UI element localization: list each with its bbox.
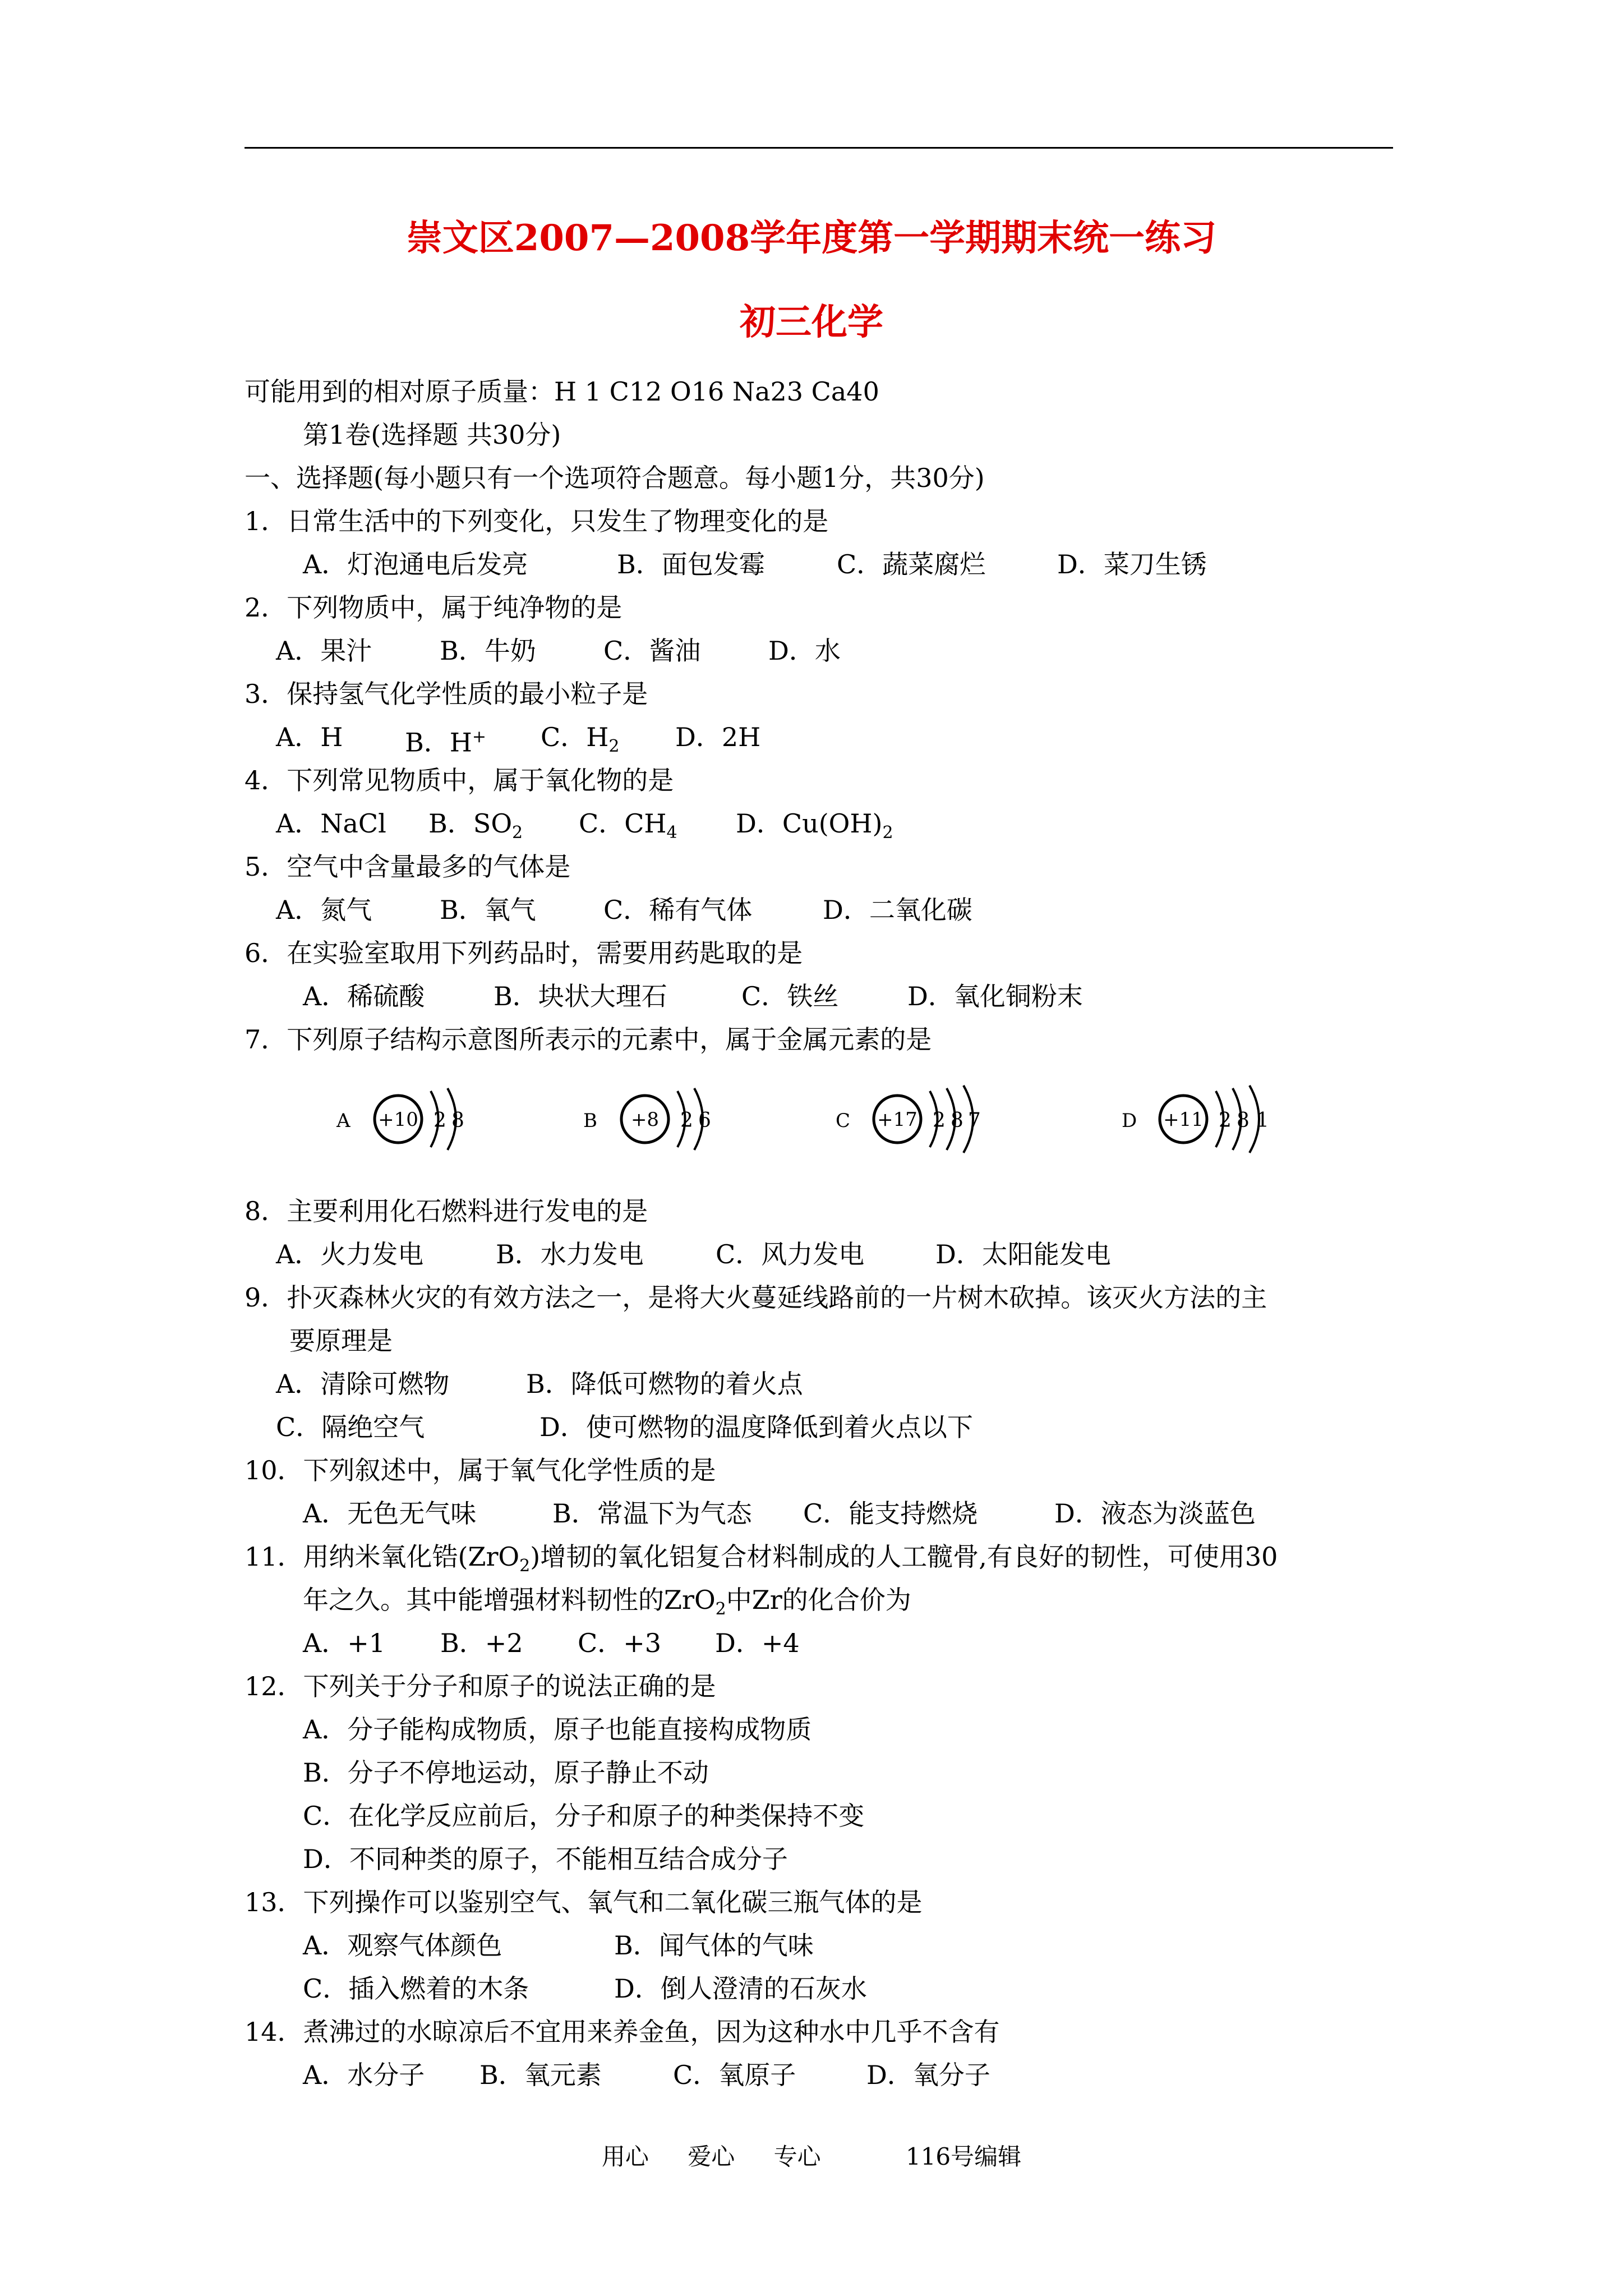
q2-option-b: B．牛奶 bbox=[440, 636, 536, 666]
q11-option-c: C．+3 bbox=[578, 1628, 662, 1658]
question-11-options bbox=[303, 1626, 800, 1660]
volume-label: 第1卷(选择题 共30分) bbox=[303, 420, 561, 450]
q11-option-d: D．+4 bbox=[715, 1628, 800, 1658]
q6-option-b: B．块状大理石 bbox=[494, 981, 667, 1011]
q11-option-a: A．+1 bbox=[303, 1628, 386, 1658]
shell-electron-count: 6 bbox=[698, 1109, 711, 1132]
q13-option-d: D．倒人澄清的石灰水 bbox=[614, 1973, 867, 2004]
question-7-stem: 7．下列原子结构示意图所表示的元素中，属于金属元素的是 bbox=[245, 1024, 932, 1055]
q1-option-b: B．面包发霉 bbox=[617, 549, 765, 579]
q3-option-d: D．2H bbox=[675, 722, 761, 752]
q13-option-a: A．观察气体颜色 bbox=[303, 1930, 502, 1961]
q4-option-c: C．$CH_4$ bbox=[579, 808, 677, 843]
page-title: 崇文区2007—2008学年度第一学期期末统一练习 bbox=[406, 217, 1217, 259]
q4-option-b: B．$SO_2$ bbox=[428, 808, 523, 843]
question-1-options bbox=[303, 547, 1207, 581]
question-4-stem: 4．下列常见物质中，属于氧化物的是 bbox=[245, 765, 674, 795]
q4-option-d: D．$Cu(OH)_2$ bbox=[736, 808, 893, 843]
q9-option-a: A．清除可燃物 bbox=[276, 1369, 450, 1399]
q6-option-d: D．氧化铜粉末 bbox=[907, 981, 1083, 1011]
q10-option-b: B．常温下为气态 bbox=[552, 1498, 752, 1529]
question-8-stem: 8．主要利用化石燃料进行发电的是 bbox=[245, 1196, 648, 1226]
question-5-options bbox=[276, 893, 972, 927]
q12-option-b: B．分子不停地运动，原子静止不动 bbox=[303, 1757, 709, 1788]
page-subtitle: 初三化学 bbox=[740, 301, 883, 343]
q1-option-c: C．蔬菜腐烂 bbox=[837, 549, 986, 579]
nucleus-charge: +17 bbox=[877, 1108, 917, 1131]
question-6-stem: 6．在实验室取用下列药品时，需要用药匙取的是 bbox=[245, 938, 803, 968]
q12-option-d: D．不同种类的原子，不能相互结合成分子 bbox=[303, 1844, 788, 1874]
q5-option-a: A．氮气 bbox=[276, 895, 372, 925]
q9-option-b: B．降低可燃物的着火点 bbox=[526, 1369, 803, 1399]
q3-option-c: C．$H_2$ bbox=[541, 722, 620, 757]
footer-editor: 116号编辑 bbox=[905, 2143, 1022, 2170]
question-11-stem-line-2: 年之久。其中能增强材料韧性的ZrO$_2$中Zr的化合价为 bbox=[303, 1585, 911, 1619]
question-13-options-row-2 bbox=[303, 1972, 867, 2005]
q10-option-c: C．能支持燃烧 bbox=[803, 1498, 978, 1529]
page-footer bbox=[0, 2138, 1623, 2172]
q11-option-b: B．+2 bbox=[440, 1628, 523, 1658]
shell-electron-count: 8 bbox=[1237, 1109, 1249, 1132]
atom-diagram-a bbox=[336, 1088, 464, 1150]
nucleus-charge: +8 bbox=[630, 1108, 660, 1131]
atom-label: A bbox=[336, 1110, 351, 1132]
shell-electron-count: 2 bbox=[680, 1109, 693, 1132]
question-9-options-row-2 bbox=[276, 1410, 973, 1444]
question-12-stem: 12．下列关于分子和原子的说法正确的是 bbox=[245, 1671, 716, 1701]
q13-option-c: C．插入燃着的木条 bbox=[303, 1973, 529, 2004]
shell-electron-count: 2 bbox=[434, 1109, 446, 1132]
atom-diagram-d bbox=[1122, 1085, 1269, 1153]
question-4-options bbox=[276, 807, 893, 843]
question-9-stem-line-2: 要原理是 bbox=[289, 1326, 393, 1356]
question-13-stem: 13．下列操作可以鉴别空气、氧气和二氧化碳三瓶气体的是 bbox=[245, 1887, 923, 1917]
question-14-stem: 14．煮沸过的水晾凉后不宜用来养金鱼，因为这种水中几乎不含有 bbox=[245, 2017, 1000, 2047]
q14-option-d: D．氧分子 bbox=[866, 2060, 990, 2090]
question-13-options-row-1 bbox=[303, 1929, 814, 1962]
footer-text-1: 用心 bbox=[601, 2143, 649, 2170]
shell-electron-count: 2 bbox=[1219, 1109, 1232, 1132]
q4-option-a: A．NaCl bbox=[276, 808, 386, 839]
q14-option-c: C．氧原子 bbox=[673, 2060, 796, 2090]
q9-option-c: C．隔绝空气 bbox=[276, 1412, 425, 1442]
shell-electron-count: 8 bbox=[451, 1109, 464, 1132]
header-rule bbox=[245, 147, 1393, 149]
q9-option-d: D．使可燃物的温度降低到着火点以下 bbox=[540, 1412, 973, 1442]
q2-option-c: C．酱油 bbox=[603, 636, 701, 666]
question-3-options bbox=[276, 720, 761, 758]
q6-option-a: A．稀硫酸 bbox=[303, 981, 425, 1011]
q1-option-a: A．灯泡通电后发亮 bbox=[303, 549, 528, 579]
q1-option-d: D．菜刀生锈 bbox=[1057, 549, 1207, 579]
q8-option-c: C．风力发电 bbox=[716, 1239, 865, 1269]
atom-diagram-b bbox=[583, 1088, 711, 1150]
question-1-stem: 1．日常生活中的下列变化，只发生了物理变化的是 bbox=[245, 506, 829, 536]
q3-option-a: A．H bbox=[276, 722, 343, 752]
question-9-stem-line-1: 9．扑灭森林火灾的有效方法之一，是将大火蔓延线路前的一片树木砍掉。该灭火方法的主 bbox=[245, 1282, 1267, 1313]
question-11-stem-line-1: 11．用纳米氧化锆(ZrO$_2$)增韧的氧化铝复合材料制成的人工髋骨,有良好的韧性，可使用30 bbox=[245, 1542, 1278, 1576]
q13-option-b: B．闻气体的气味 bbox=[614, 1930, 814, 1961]
q10-option-d: D．液态为淡蓝色 bbox=[1054, 1498, 1256, 1529]
q8-option-d: D．太阳能发电 bbox=[935, 1239, 1111, 1269]
atomic-mass-line: 可能用到的相对原子质量：H 1 C12 O16 Na23 Ca40 bbox=[245, 376, 879, 407]
question-14-options bbox=[303, 2058, 990, 2092]
atom-diagram-c bbox=[836, 1085, 981, 1153]
question-9-options-row-1 bbox=[276, 1367, 803, 1401]
nucleus-charge: +10 bbox=[378, 1108, 418, 1131]
question-2-options bbox=[276, 634, 841, 668]
q5-option-c: C．稀有气体 bbox=[603, 895, 753, 925]
q2-option-d: D．水 bbox=[768, 636, 841, 666]
question-3-stem: 3．保持氢气化学性质的最小粒子是 bbox=[245, 679, 648, 709]
atom-label: C bbox=[836, 1110, 851, 1132]
question-10-stem: 10．下列叙述中，属于氧气化学性质的是 bbox=[245, 1455, 716, 1485]
shell-electron-count: 8 bbox=[951, 1109, 963, 1132]
shell-electron-count: 1 bbox=[1256, 1109, 1269, 1132]
q5-option-d: D．二氧化碳 bbox=[823, 895, 972, 925]
question-5-stem: 5．空气中含量最多的气体是 bbox=[245, 852, 571, 882]
footer-text-2: 爱心 bbox=[688, 2143, 735, 2170]
section-heading: 一、选择题(每小题只有一个选项符合题意。每小题1分，共30分) bbox=[245, 463, 985, 493]
q12-option-a: A．分子能构成物质，原子也能直接构成物质 bbox=[303, 1714, 812, 1745]
q8-option-a: A．火力发电 bbox=[276, 1239, 424, 1269]
shell-electron-count: 2 bbox=[933, 1109, 946, 1132]
question-6-options bbox=[303, 979, 1083, 1013]
shell-electron-count: 7 bbox=[968, 1109, 981, 1132]
footer-text-3: 专心 bbox=[773, 2143, 821, 2170]
atom-label: D bbox=[1122, 1110, 1137, 1132]
nucleus-charge: +11 bbox=[1163, 1108, 1204, 1131]
q5-option-b: B．氧气 bbox=[440, 895, 536, 925]
atom-structure-diagrams bbox=[314, 1069, 1324, 1170]
q6-option-c: C．铁丝 bbox=[741, 981, 839, 1011]
q14-option-a: A．水分子 bbox=[303, 2060, 425, 2090]
q12-option-c: C．在化学反应前后，分子和原子的种类保持不变 bbox=[303, 1801, 865, 1831]
q3-option-b: B．H+ bbox=[405, 727, 487, 758]
question-10-options bbox=[303, 1497, 1256, 1530]
q8-option-b: B．水力发电 bbox=[496, 1239, 644, 1269]
q10-option-a: A．无色无气味 bbox=[303, 1498, 477, 1529]
atom-label: B bbox=[583, 1110, 597, 1132]
q14-option-b: B．氧元素 bbox=[479, 2060, 602, 2090]
q2-option-a: A．果汁 bbox=[276, 636, 372, 666]
question-8-options bbox=[276, 1237, 1111, 1271]
question-2-stem: 2．下列物质中，属于纯净物的是 bbox=[245, 592, 623, 623]
